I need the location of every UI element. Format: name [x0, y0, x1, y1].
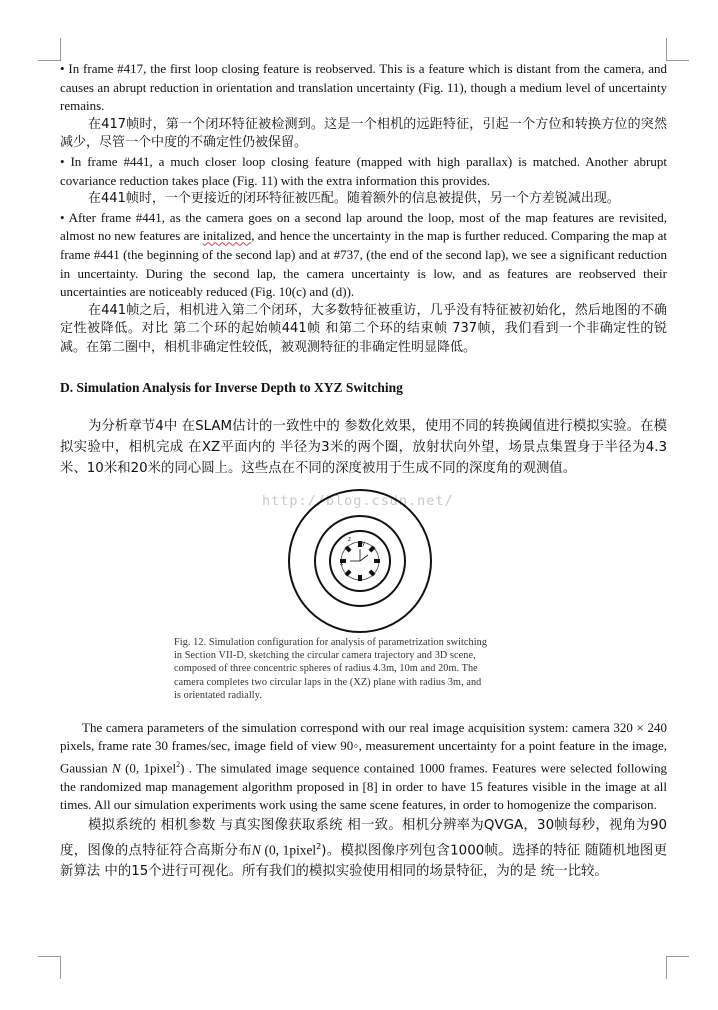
- text-segment: 模拟系统的 相机参数 与真实图像获取系统 相一致。相机分辨率为QVGA，30帧每秒，视角为90度，图像的点特征符合高斯分布: [60, 817, 667, 859]
- text-segment: • After frame #441, as the camera goes on a second lap around the loop, most of the map features are revisited, almost no new features are: [60, 209, 667, 244]
- watermark-url: http://blog.csdn.net/: [262, 492, 454, 509]
- caption-line: in Section VII-D, sketching the circular camera trajectory and 3D scene,: [174, 649, 476, 661]
- figure-caption: [174, 636, 546, 703]
- gaussian-symbol: N: [112, 760, 121, 776]
- gaussian-symbol: N: [251, 842, 261, 858]
- paragraph-frame-417-en: • In frame #417, the first loop closing feature is reobserved. This is a feature which is distant from the camera, and causes an abrupt reduction in orientation and translation uncertainty (Fig. 11), though a medium level of uncertainty remains.: [60, 61, 667, 114]
- camera-marker: [344, 569, 351, 576]
- superscript: 2: [176, 759, 181, 769]
- figure-12: [60, 485, 667, 717]
- paragraph-frame-441-zh: 在441帧时，一个更接近的闭环特征被匹配。随着额外的信息被提供，另一个方差锐减出现。: [88, 191, 620, 207]
- text-segment: point feature in the image, Gaussian: [60, 738, 667, 776]
- axis-arrows: [350, 549, 368, 561]
- text-segment: ) . The simulated image sequence contained 1000: [180, 760, 445, 776]
- axis-label-y: y: [362, 540, 365, 547]
- camera-marker: [368, 569, 375, 576]
- simulation-diagram: [284, 485, 436, 633]
- section-heading: D. Simulation Analysis for Inverse Depth to XYZ Switching: [60, 379, 403, 395]
- paragraph-simulation-zh: 为分析章节4中 在SLAM估计的一致性中的 参数化效果，使用不同的转换阈值进行模拟实验。在模拟实验中，相机完成 在XZ平面内的 半径为3米的两个圈，放射状向外望，场景点集置身于半径为4.3米、10米和20米的同心圆上。这些点在不同的深度被用于生成不同的深度角的观测值。: [60, 418, 667, 476]
- camera-marker: [374, 559, 380, 563]
- spellcheck-flagged-word[interactable]: initalized: [202, 228, 252, 244]
- paragraph-camera-params-zh: [60, 815, 667, 882]
- paragraph-after-441-zh: 在441帧之后，相机进入第二个闭环，大多数特征被重访，几乎没有特征被初始化，然后地图的不确定性被降低。对比 第二个环的起始帧441帧 和第二个环的结束帧 737帧，我们看到一个非确定性的锐减。在第二圈中，相机非确定性较低，被观测特征的非确定性明显降低。: [60, 302, 667, 355]
- text-segment: (0, 1pixel: [260, 842, 317, 858]
- paragraph-after-441-en: [60, 209, 667, 302]
- crop-mark-bottom-left: [38, 956, 61, 979]
- paragraph-frame-417-zh: 在417帧时，第一个闭环特征被检测到。这是一个相机的远距特征，引起一个方位和转换方位的突然减少，尽管一个中度的不确定性仍被保留。: [60, 116, 667, 151]
- camera-marker: [344, 545, 351, 552]
- superscript: 2: [316, 841, 322, 851]
- text-segment: (0, 1pixel: [120, 760, 177, 776]
- caption-line: Fig. 12. Simulation configuration for analysis of parametrization switching: [174, 636, 488, 648]
- camera-marker: [368, 545, 375, 552]
- text-segment: )。模拟图像序列包含1000帧。选择的特征 随随机地图更新算法 中的15个进行可视化。所有我们的模拟实验使用相同的场景特征，为的是 统一比较。: [60, 843, 668, 880]
- text-segment: The camera parameters of the simulation correspond with our real image acquisition system: camera: [82, 719, 610, 735]
- text-segment: 320 × 240 pixels, frame rate 30 frames/sec, image field of view 90◦, measurement uncertainty for a: [60, 719, 667, 754]
- crop-mark-top-right: [666, 38, 689, 61]
- caption-line: camera completes two circular laps in the (XZ) plane with radius 3m, and: [174, 676, 482, 688]
- caption-line: composed of three concentric spheres of radius 4.3m, 10m and 20m. The: [174, 663, 478, 675]
- paragraph-frame-441-en: • In frame #441, a much closer loop closing feature (mapped with high parallax) is matched. Another abrupt covariance reduction takes place (Fig. 11) with the extra information this provides.: [60, 153, 667, 188]
- axis-label-z: z: [348, 536, 351, 543]
- paragraph-camera-params-en: [60, 719, 667, 815]
- caption-line: is orientated radially.: [174, 690, 262, 702]
- camera-marker: [358, 575, 362, 581]
- crop-mark-bottom-right: [666, 956, 689, 979]
- text-segment: frames. Features were selected following the randomized map management algorithm proposed in [8] in order to have 15 features visible in the image at all times. All our simulation experiments work using the same scene features, in order to homogenize the comparison.: [60, 760, 668, 813]
- page-content: [60, 60, 667, 882]
- axis-label-x: x: [340, 560, 343, 567]
- crop-mark-top-left: [38, 38, 61, 61]
- text-segment: , and hence the uncertainty in the map is further reduced. Comparing the map at frame #441 (the beginning of the second lap) and at #737, (the end of the second lap), we see a significant reduction in uncertainty. During the second lap, the camera uncertainty is low, and as features are reobserved their uncertainties are noticeably reduced (Fig. 10(c) and (d)).: [60, 228, 667, 300]
